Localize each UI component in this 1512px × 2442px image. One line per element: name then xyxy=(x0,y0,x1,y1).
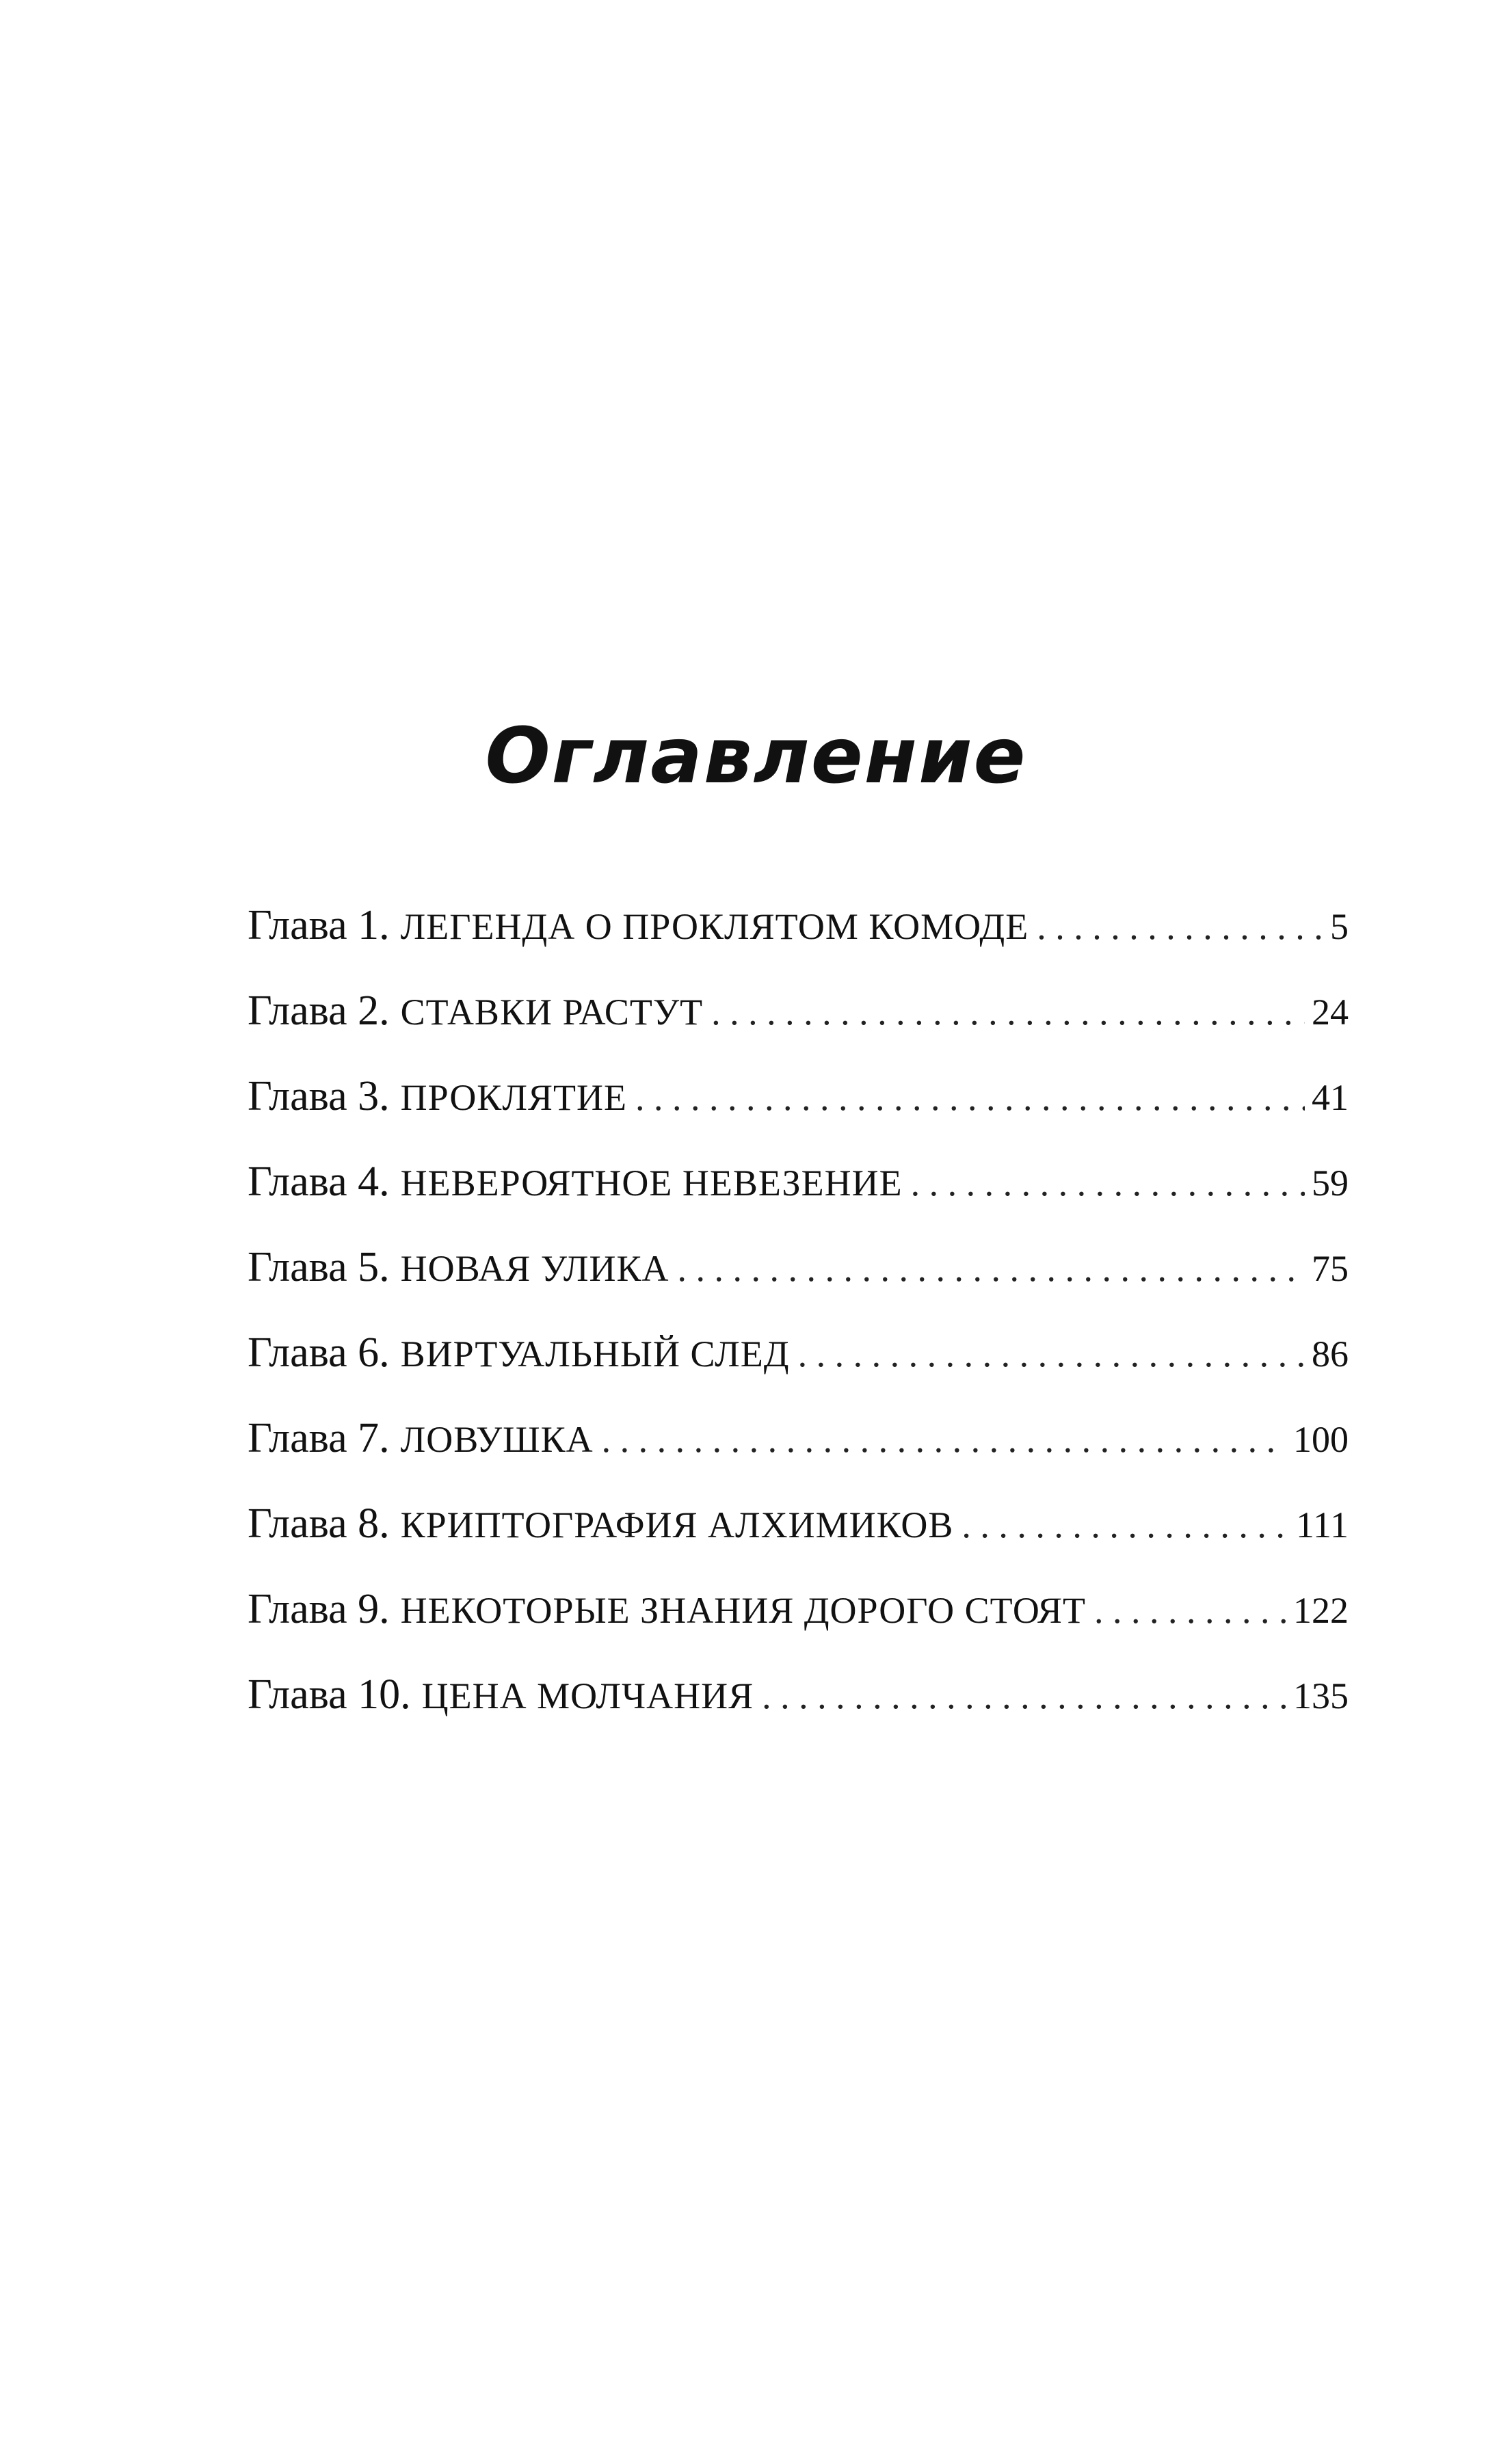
dot-leader xyxy=(711,991,1305,1033)
page-number: 24 xyxy=(1312,992,1349,1033)
toc-entry[interactable] xyxy=(248,987,1349,1072)
chapter-title: ЛЕГЕНДА О ПРОКЛЯТОМ КОМОДЕ xyxy=(400,906,1029,947)
toc-entry[interactable] xyxy=(248,901,1349,987)
chapter-number: Глава 5. xyxy=(248,1244,390,1290)
page-number: 122 xyxy=(1293,1590,1349,1631)
page-number: 135 xyxy=(1293,1675,1349,1716)
chapter-title: НЕКОТОРЫЕ ЗНАНИЯ ДОРОГО СТОЯТ xyxy=(400,1590,1087,1631)
toc-entry[interactable] xyxy=(248,1414,1349,1500)
chapter-title: НЕВЕРОЯТНОЕ НЕВЕЗЕНИЕ xyxy=(400,1163,903,1204)
page-number: 41 xyxy=(1312,1077,1349,1118)
chapter-number: Глава 10. xyxy=(248,1671,411,1718)
chapter-number: Глава 9. xyxy=(248,1586,390,1632)
toc-entry[interactable] xyxy=(248,1072,1349,1158)
page-number: 100 xyxy=(1293,1419,1349,1460)
dot-leader xyxy=(911,1162,1305,1204)
chapter-number: Глава 2. xyxy=(248,987,390,1034)
toc-entry[interactable] xyxy=(248,1329,1349,1414)
toc-entry[interactable] xyxy=(248,1585,1349,1671)
chapter-number: Глава 7. xyxy=(248,1415,390,1461)
dot-leader xyxy=(635,1076,1305,1119)
chapter-title: СТАВКИ РАСТУТ xyxy=(400,992,704,1033)
dot-leader xyxy=(762,1675,1286,1717)
dot-leader xyxy=(1094,1589,1286,1632)
chapter-title: ЦЕНА МОЛЧАНИЯ xyxy=(421,1675,754,1716)
chapter-title: НОВАЯ УЛИКА xyxy=(400,1248,669,1289)
page-number: 111 xyxy=(1296,1504,1349,1545)
page-title: Оглавление xyxy=(485,712,1027,801)
chapter-title: ВИРТУАЛЬНЫЙ СЛЕД xyxy=(400,1333,790,1375)
toc-entry[interactable] xyxy=(248,1243,1349,1329)
toc-entry[interactable] xyxy=(248,1671,1349,1756)
chapter-title: ПРОКЛЯТИЕ xyxy=(400,1077,627,1118)
chapter-number: Глава 3. xyxy=(248,1073,390,1119)
page-number: 75 xyxy=(1312,1248,1349,1289)
toc-entry[interactable] xyxy=(248,1500,1349,1585)
toc-entry[interactable] xyxy=(248,1158,1349,1243)
chapter-number: Глава 6. xyxy=(248,1329,390,1376)
dot-leader xyxy=(798,1333,1305,1375)
dot-leader xyxy=(678,1247,1305,1290)
dot-leader xyxy=(961,1504,1289,1546)
chapter-title: КРИПТОГРАФИЯ АЛХИМИКОВ xyxy=(400,1504,954,1545)
chapter-number: Глава 1. xyxy=(248,902,390,948)
chapter-title: ЛОВУШКА xyxy=(400,1419,594,1460)
page-number: 5 xyxy=(1330,906,1349,947)
page-number: 59 xyxy=(1312,1163,1349,1204)
dot-leader xyxy=(602,1418,1286,1461)
page-number: 86 xyxy=(1312,1333,1349,1375)
dot-leader xyxy=(1037,905,1323,948)
chapter-number: Глава 4. xyxy=(248,1158,390,1205)
chapter-number: Глава 8. xyxy=(248,1500,390,1547)
table-of-contents xyxy=(248,901,1349,1756)
